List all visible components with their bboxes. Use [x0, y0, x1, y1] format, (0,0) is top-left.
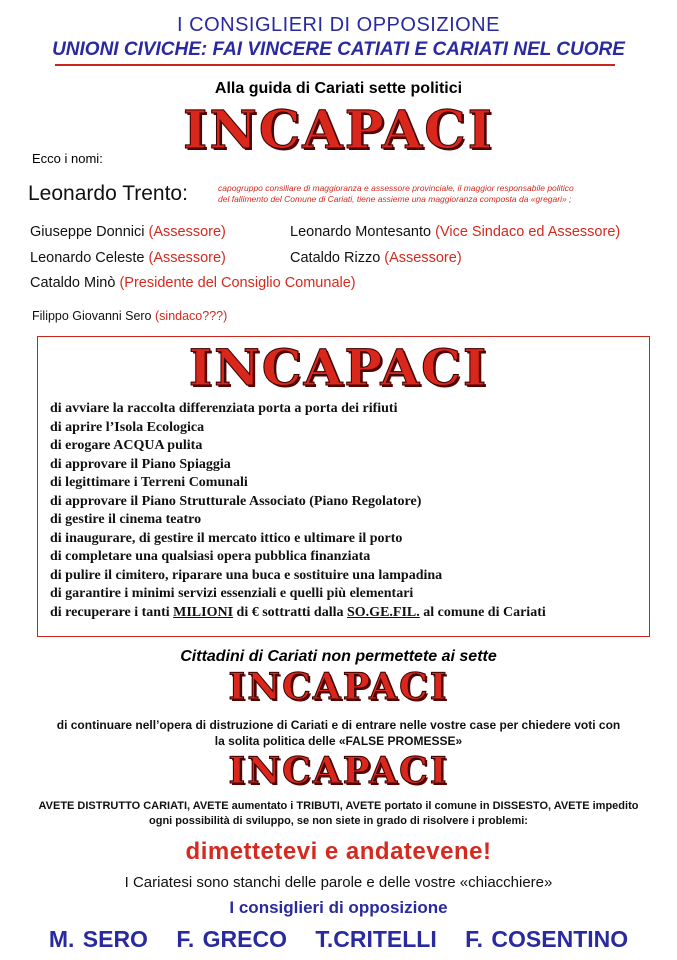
politician-name: Leonardo Celeste — [30, 250, 145, 266]
avete-line1: AVETE DISTRUTTO CARIATI, AVETE aumentato i TRIBUTI, AVETE portato il comune in DISSESTO, AVETE impedito — [38, 800, 639, 812]
politician-name: Giuseppe Donnici — [30, 224, 145, 240]
list-item: di erogare ACQUA pulita — [50, 438, 203, 453]
politician-role: (Assessore) — [148, 224, 226, 240]
politician-role: (sindaco???) — [155, 309, 228, 323]
signature-name: F. COSENTINO — [465, 926, 629, 952]
politician-sero — [32, 309, 227, 323]
list-item: di pulire il cimitero, riparare una buca e sostituire una lampadina — [50, 567, 443, 583]
list-item: di garantire i minimi servizi essenziali e quelli più elementari — [50, 586, 414, 601]
signatures — [0, 926, 677, 953]
signature-name: M. SERO — [48, 926, 148, 952]
politician-role: (Assessore) — [384, 250, 462, 266]
politician-mino — [30, 275, 356, 291]
politician-name: Filippo Giovanni Sero — [32, 309, 152, 323]
incapaci-title-4: INCAPACI — [228, 750, 449, 792]
list-item: di completare una qualsiasi opera pubblica finanziata — [50, 549, 371, 564]
dimettetevi-text: dimettetevi e andatevene! — [185, 838, 492, 865]
list-item: di legittimare i Terreni Comunali — [50, 475, 248, 490]
politician-name: Leonardo Montesanto — [290, 224, 432, 240]
header-line1: I CONSIGLIERI DI OPPOSIZIONE — [177, 14, 500, 36]
list-item: di approvare il Piano Spiaggia — [50, 456, 231, 472]
signature-name: T.CRITELLI — [315, 926, 437, 952]
failures-list — [50, 400, 546, 622]
intro-text: Alla guida di Cariati sette politici — [214, 80, 463, 97]
incapaci-title-3: INCAPACI — [228, 666, 449, 708]
politician-role: (Vice Sindaco ed Assessore) — [435, 224, 621, 240]
continuare-line2: la solita politica delle «FALSE PROMESSE» — [214, 734, 463, 748]
list-item-last — [50, 604, 546, 623]
list-item: di gestire il cinema teatro — [50, 512, 202, 527]
ecco-label: Ecco i nomi: — [32, 151, 103, 166]
header-divider — [55, 64, 615, 66]
incapaci-title-1: INCAPACI — [183, 100, 494, 161]
signature-name: F. GRECO — [176, 926, 287, 952]
politician-rizzo — [290, 250, 462, 266]
continuare-line1: di continuare nell’opera di distruzione di Cariati e di entrare nelle vostre case per chiedere voti con — [56, 718, 621, 732]
politician-montesanto — [290, 224, 620, 240]
list-item: di approvare il Piano Strutturale Associato (Piano Regolatore) — [50, 493, 422, 509]
list-item: di aprire l’Isola Ecologica — [50, 419, 205, 435]
text-segment: al comune di Cariati — [419, 604, 546, 620]
underlined-sogefil: SO.GE.FIL. — [347, 604, 420, 620]
stanchi-text: I Cariatesi sono stanchi delle parole e delle vostre «chiacchiere» — [124, 874, 553, 891]
continuare-text — [0, 717, 677, 749]
leader-desc-line1: capogruppo consiliare di maggioranza e assessore provinciale, il maggior responsabile politico — [218, 183, 574, 193]
header-line2: UNIONI CIVICHE: FAI VINCERE CATIATI E CARIATI NEL CUORE — [52, 39, 625, 60]
cittadini-text: Cittadini di Cariati non permettete ai sette — [180, 648, 497, 665]
list-item: di inaugurare, di gestire il mercato ittico e ultimare il porto — [50, 530, 403, 546]
leader-description — [218, 183, 658, 205]
leader-desc-line2: del fallimento del Comune di Cariati, tiene assieme una maggioranza composta da «gregari» ; — [218, 194, 572, 204]
text-segment: di recuperare i tanti — [50, 604, 174, 620]
politician-name: Cataldo Minò — [30, 275, 116, 291]
avete-line2: ogni possibilità di sviluppo, se non siete in grado di risolvere i problemi: — [149, 815, 528, 827]
signature-title: I consiglieri di opposizione — [229, 898, 448, 917]
politician-celeste — [30, 250, 226, 266]
politician-role: (Presidente del Consiglio Comunale) — [119, 275, 356, 291]
list-item: di avviare la raccolta differenziata porta a porta dei rifiuti — [50, 401, 398, 416]
politician-name: Cataldo Rizzo — [290, 250, 381, 266]
politician-role: (Assessore) — [148, 250, 226, 266]
text-segment: di € sottratti dalla — [233, 604, 347, 620]
avete-text — [0, 799, 677, 829]
politician-donnici — [30, 224, 226, 240]
leader-name: Leonardo Trento: — [28, 182, 188, 205]
underlined-millions: MILIONI — [173, 604, 234, 620]
incapaci-title-2: INCAPACI — [188, 338, 489, 397]
